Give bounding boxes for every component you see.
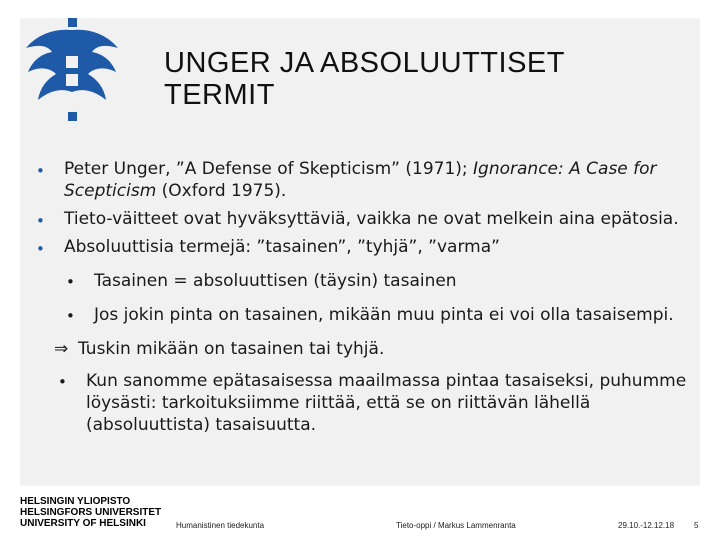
book-title-part-1: Ignorance: A Case for (473, 159, 657, 179)
bullet-text-prefix: Peter Unger, ”A Defense of Skepticism” (1971); (64, 159, 474, 179)
title-line-2: TERMIT (164, 79, 275, 111)
footer-course: Tieto-oppi / Markus Lammenranta (396, 521, 516, 530)
footer-page-number: 5 (694, 521, 699, 530)
bullet-text: Tieto-väitteet ovat hyväksyttäviä, vaikka ne ovat melkein aina epätosia. (64, 209, 679, 229)
bullet-dot: • (36, 162, 45, 180)
bullet-text-suffix: (Oxford 1975). (156, 181, 287, 201)
book-title-part-2: Scepticism (64, 181, 157, 201)
conclusion-line (36, 338, 700, 360)
university-name-fi: HELSINGIN YLIOPISTO (20, 496, 131, 507)
implies-arrow-icon: ⇒ (54, 339, 69, 359)
university-logo (22, 18, 134, 122)
title-line-1: UNGER JA ABSOLUUTTISET (164, 47, 565, 79)
subbullet-text: Jos jokin pinta on tasainen, mikään muu pinta ei voi olla tasaisempi. (94, 305, 674, 325)
subbullet-text: Kun sanomme epätasaisessa maailmassa pintaa tasaiseksi, puhumme löysästi: tarkoituksiimme riittää, että se on riittävän lähellä (absoluuttista) tasaisuutta. (86, 371, 687, 435)
subbullet-loose-talk (36, 370, 700, 436)
bullet-dot: • (36, 240, 45, 258)
subbullet-text: Tasainen = absoluuttisen (täysin) tasainen (94, 271, 457, 291)
bullet-dot: • (58, 373, 67, 391)
bullet-unger-works (36, 158, 700, 202)
footer-university-name (20, 496, 161, 529)
conclusion-text: Tuskin mikään on tasainen tai tyhjä. (78, 339, 385, 359)
subbullet-flat-comparison (36, 304, 700, 326)
university-name-en: UNIVERSITY OF HELSINKI (20, 518, 146, 529)
bullet-dot: • (66, 273, 75, 291)
slide-title (164, 47, 684, 111)
slide-content (36, 158, 700, 436)
bullet-text: Absoluuttisia termejä: ”tasainen”, ”tyhjä”, ”varma” (64, 237, 500, 257)
bullet-dot: • (36, 212, 45, 230)
university-name-sv: HELSINGFORS UNIVERSITET (20, 507, 162, 518)
footer-faculty: Humanistinen tiedekunta (176, 521, 265, 530)
footer-dates: 29.10.-12.12.18 (618, 521, 675, 530)
bullet-knowledge-claims (36, 208, 700, 230)
bullet-absolute-terms (36, 236, 700, 258)
bullet-dot: • (66, 307, 75, 325)
subbullet-flat-definition (36, 270, 700, 292)
